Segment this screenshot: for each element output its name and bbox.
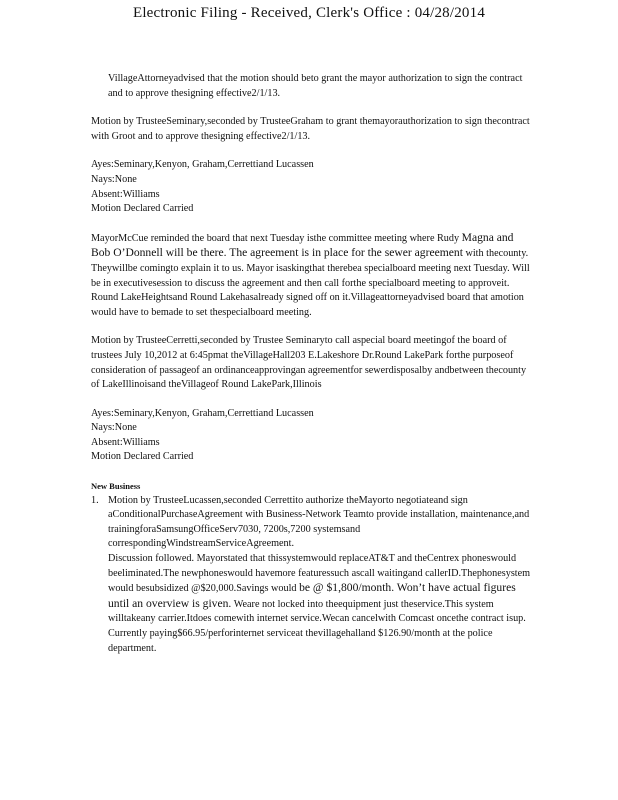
nays-line: Nays:None — [91, 422, 137, 434]
motion-result-line: Motion Declared Carried — [91, 451, 194, 463]
discussion-text-b: be @ $1,800/month. Won’t have actual figures until an overview is given. — [108, 581, 516, 610]
mayor-reminder-paragraph — [91, 231, 531, 321]
list-item-motion: Motion by TrusteeLucassen,seconded Cerrettito authorize theMayorto negotiateand sign aConditionalPurchaseAgreement with Business-Network Teamto provide installation, maintenance,and trainingforaSamsungOfficeServ7030, 7200s,7200 systemsand correspondingWindstreamServiceAgreement. — [108, 494, 530, 550]
nays-line: Nays:None — [91, 173, 137, 185]
ayes-line: Ayes:Seminary,Kenyon, Graham,Cerrettiand Lucassen — [91, 159, 314, 171]
minutes-content — [91, 72, 531, 656]
list-item-number: 1. — [91, 494, 99, 506]
special-meeting-motion-paragraph: Motion by TrusteeCerretti,seconded by Trustee Seminaryto call aspecial board meetingof the board of trustees July 10,2012 at 6:45pmat theVillageHall203 E.Lakeshore Dr.Round LakePark forthe purposeof consideration of passageof an ordinanceapprovingan agreementfor sewerdisposalby andbetween thecounty of LakeIllinoisand theVillageof Round LakePark,Illinois — [91, 335, 527, 391]
discussion-text-c: Weare not locked into theequipment just theservice.This system willtakeany carrier.Itdoes comewith internet service.Wecan cancelwith Comcast oncethe contract isup. Currently paying$66.95/perforinternet serviceat thevillagehalland $126.90/month at the police department. — [108, 598, 526, 654]
absent-line: Absent:Williams — [91, 436, 160, 448]
vote-block-1 — [91, 158, 531, 216]
vote-block-2 — [91, 407, 531, 465]
discussion-text-a: Discussion followed. Mayorstated that thissystemwould replaceAT&T and theCentrex phoneswould beeliminated.The newphoneswould havemore featuressuch ascall waitingand callerID.Thephonesystem would besubsidized @$20,000.Savings would — [108, 553, 531, 595]
absent-line: Absent:Williams — [91, 188, 160, 200]
motion-result-line: Motion Declared Carried — [91, 203, 194, 215]
ayes-line: Ayes:Seminary,Kenyon, Graham,Cerrettiand Lucassen — [91, 407, 314, 419]
filing-header: Electronic Filing - Received, Clerk's Office : 04/28/2014 — [132, 5, 486, 21]
list-item — [91, 494, 531, 657]
mayor-reminder-text-a: MayorMcCue reminded the board that next Tuesday isthe committee meeting where Rudy — [91, 232, 460, 244]
list-item-discussion — [108, 552, 531, 656]
attorney-advice-paragraph: VillageAttorneyadvised that the motion should beto grant the mayor authorization to sign the contract and to approve thesigning effective2/1/13. — [108, 73, 523, 99]
mayor-reminder-text-c: with thecounty. Theywillbe comingto explain it to us. Mayor isaskingthat therebea specialboard meeting next Tuesday. Will be in executivesession to discuss the agreement and then call forthe specialboard meeting to approveit. Round LakeHeightsand Round Lakehasalready signed off on it.Villageattorneyadvised board that amotion would have to bemade to set thespecialboard meeting. — [91, 248, 530, 318]
list-item-body — [108, 494, 531, 657]
mayor-reminder-text-b: Magna and Bob O’Donnell will be there. The agreement is in place for the sewer agreement — [91, 230, 514, 260]
motion-groot-paragraph: Motion by TrusteeSeminary,seconded by TrusteeGraham to grant themayorauthorization to sign thecontract with Groot and to approve thesigning effective2/1/13. — [91, 116, 530, 142]
new-business-heading: New Business — [91, 481, 141, 492]
